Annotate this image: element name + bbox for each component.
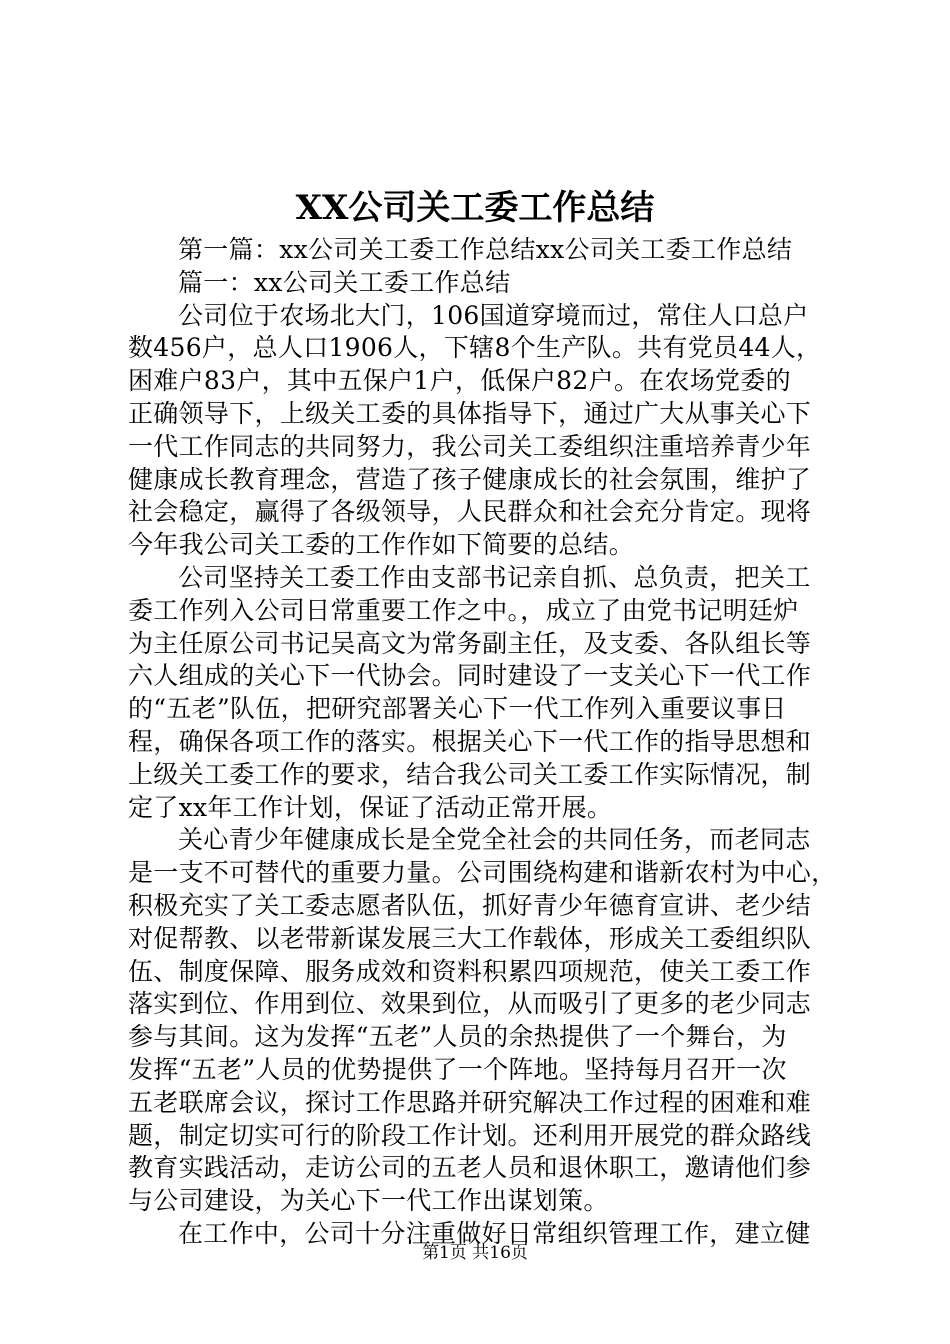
document-title: XX公司关工委工作总结 (295, 188, 655, 228)
text-line: 对促帮教、以老带新谋发展三大工作载体，形成关工委组织队 (128, 923, 812, 953)
text-line: 参与其间。这为发挥“五老”人员的余热提供了一个舞台，为 (128, 1022, 787, 1052)
text-line: 上级关工委工作的要求，结合我公司关工委工作实际情况，制 (128, 759, 812, 789)
text-line: 委工作列入公司日常重要工作之中。，成立了由党书记明廷炉 (128, 595, 799, 625)
text-line: 积极充实了关工委志愿者队伍，抓好青少年德育宣讲、老少结 (128, 890, 812, 920)
text-line: 落实到位、作用到位、效果到位，从而吸引了更多的老少同志 (128, 989, 812, 1019)
text-line: 困难户83户，其中五保户1户，低保户82户。在农场党委的 (128, 366, 791, 396)
text-line: 社会稳定，赢得了各级领导，人民群众和社会充分肯定。现将 (128, 497, 812, 527)
text-line: 今年我公司关工委的工作作如下简要的总结。 (128, 530, 635, 560)
page-footer: 第1页 共16页 (422, 1243, 528, 1263)
text-line: 题，制定切实可行的阶段工作计划。还利用开展党的群众路线 (128, 1120, 812, 1150)
text-line: 的“五老”队伍，把研究部署关心下一代工作列入重要议事日 (128, 694, 787, 724)
text-line: 正确领导下，上级关工委的具体指导下，通过广大从事关心下 (128, 398, 812, 428)
text-line: 伍、制度保障、服务成效和资料积累四项规范，使关工委工作 (128, 956, 812, 986)
document-body (128, 234, 837, 1251)
text-line: 定了xx年工作计划，保证了活动正常开展。 (128, 792, 613, 822)
text-line: 第一篇：xx公司关工委工作总结xx公司关工委工作总结 (178, 235, 793, 264)
text-line: 健康成长教育理念，营造了孩子健康成长的社会氛围，维护了 (128, 464, 812, 494)
text-line: 教育实践活动，走访公司的五老人员和退休职工，邀请他们参 (128, 1153, 812, 1183)
text-line: 公司位于农场北大门，106国道穿境而过，常住人口总户 (178, 300, 809, 330)
text-line: 在工作中，公司十分注重做好日常组织管理工作，建立健 (178, 1218, 811, 1248)
text-line: 为主任原公司书记吴高文为常务副主任，及支委、各队组长等 (128, 628, 812, 658)
text-line: 发挥“五老”人员的优势提供了一个阵地。坚持每月召开一次 (128, 1054, 787, 1084)
text-line: 是一支不可替代的重要力量。公司围绕构建和谐新农村为中心， (128, 858, 837, 888)
text-line: 数456户，总人口1906人，下辖8个生产队。共有党员44人， (128, 333, 822, 363)
text-line: 篇一：xx公司关工委工作总结 (178, 267, 511, 297)
text-line: 与公司建设，为关心下一代工作出谋划策。 (128, 1186, 609, 1216)
text-line: 六人组成的关心下一代协会。同时建设了一支关心下一代工作 (128, 661, 812, 691)
text-line: 程，确保各项工作的落实。根据关心下一代工作的指导思想和 (128, 726, 812, 756)
text-line: 公司坚持关工委工作由支部书记亲自抓、总负责，把关工 (178, 562, 811, 592)
text-line: 五老联席会议，探讨工作思路并研究解决工作过程的困难和难 (128, 1087, 812, 1117)
text-line: 一代工作同志的共同努力，我公司关工委组织注重培养青少年 (128, 431, 812, 461)
text-line: 关心青少年健康成长是全党全社会的共同任务，而老同志 (178, 825, 811, 855)
